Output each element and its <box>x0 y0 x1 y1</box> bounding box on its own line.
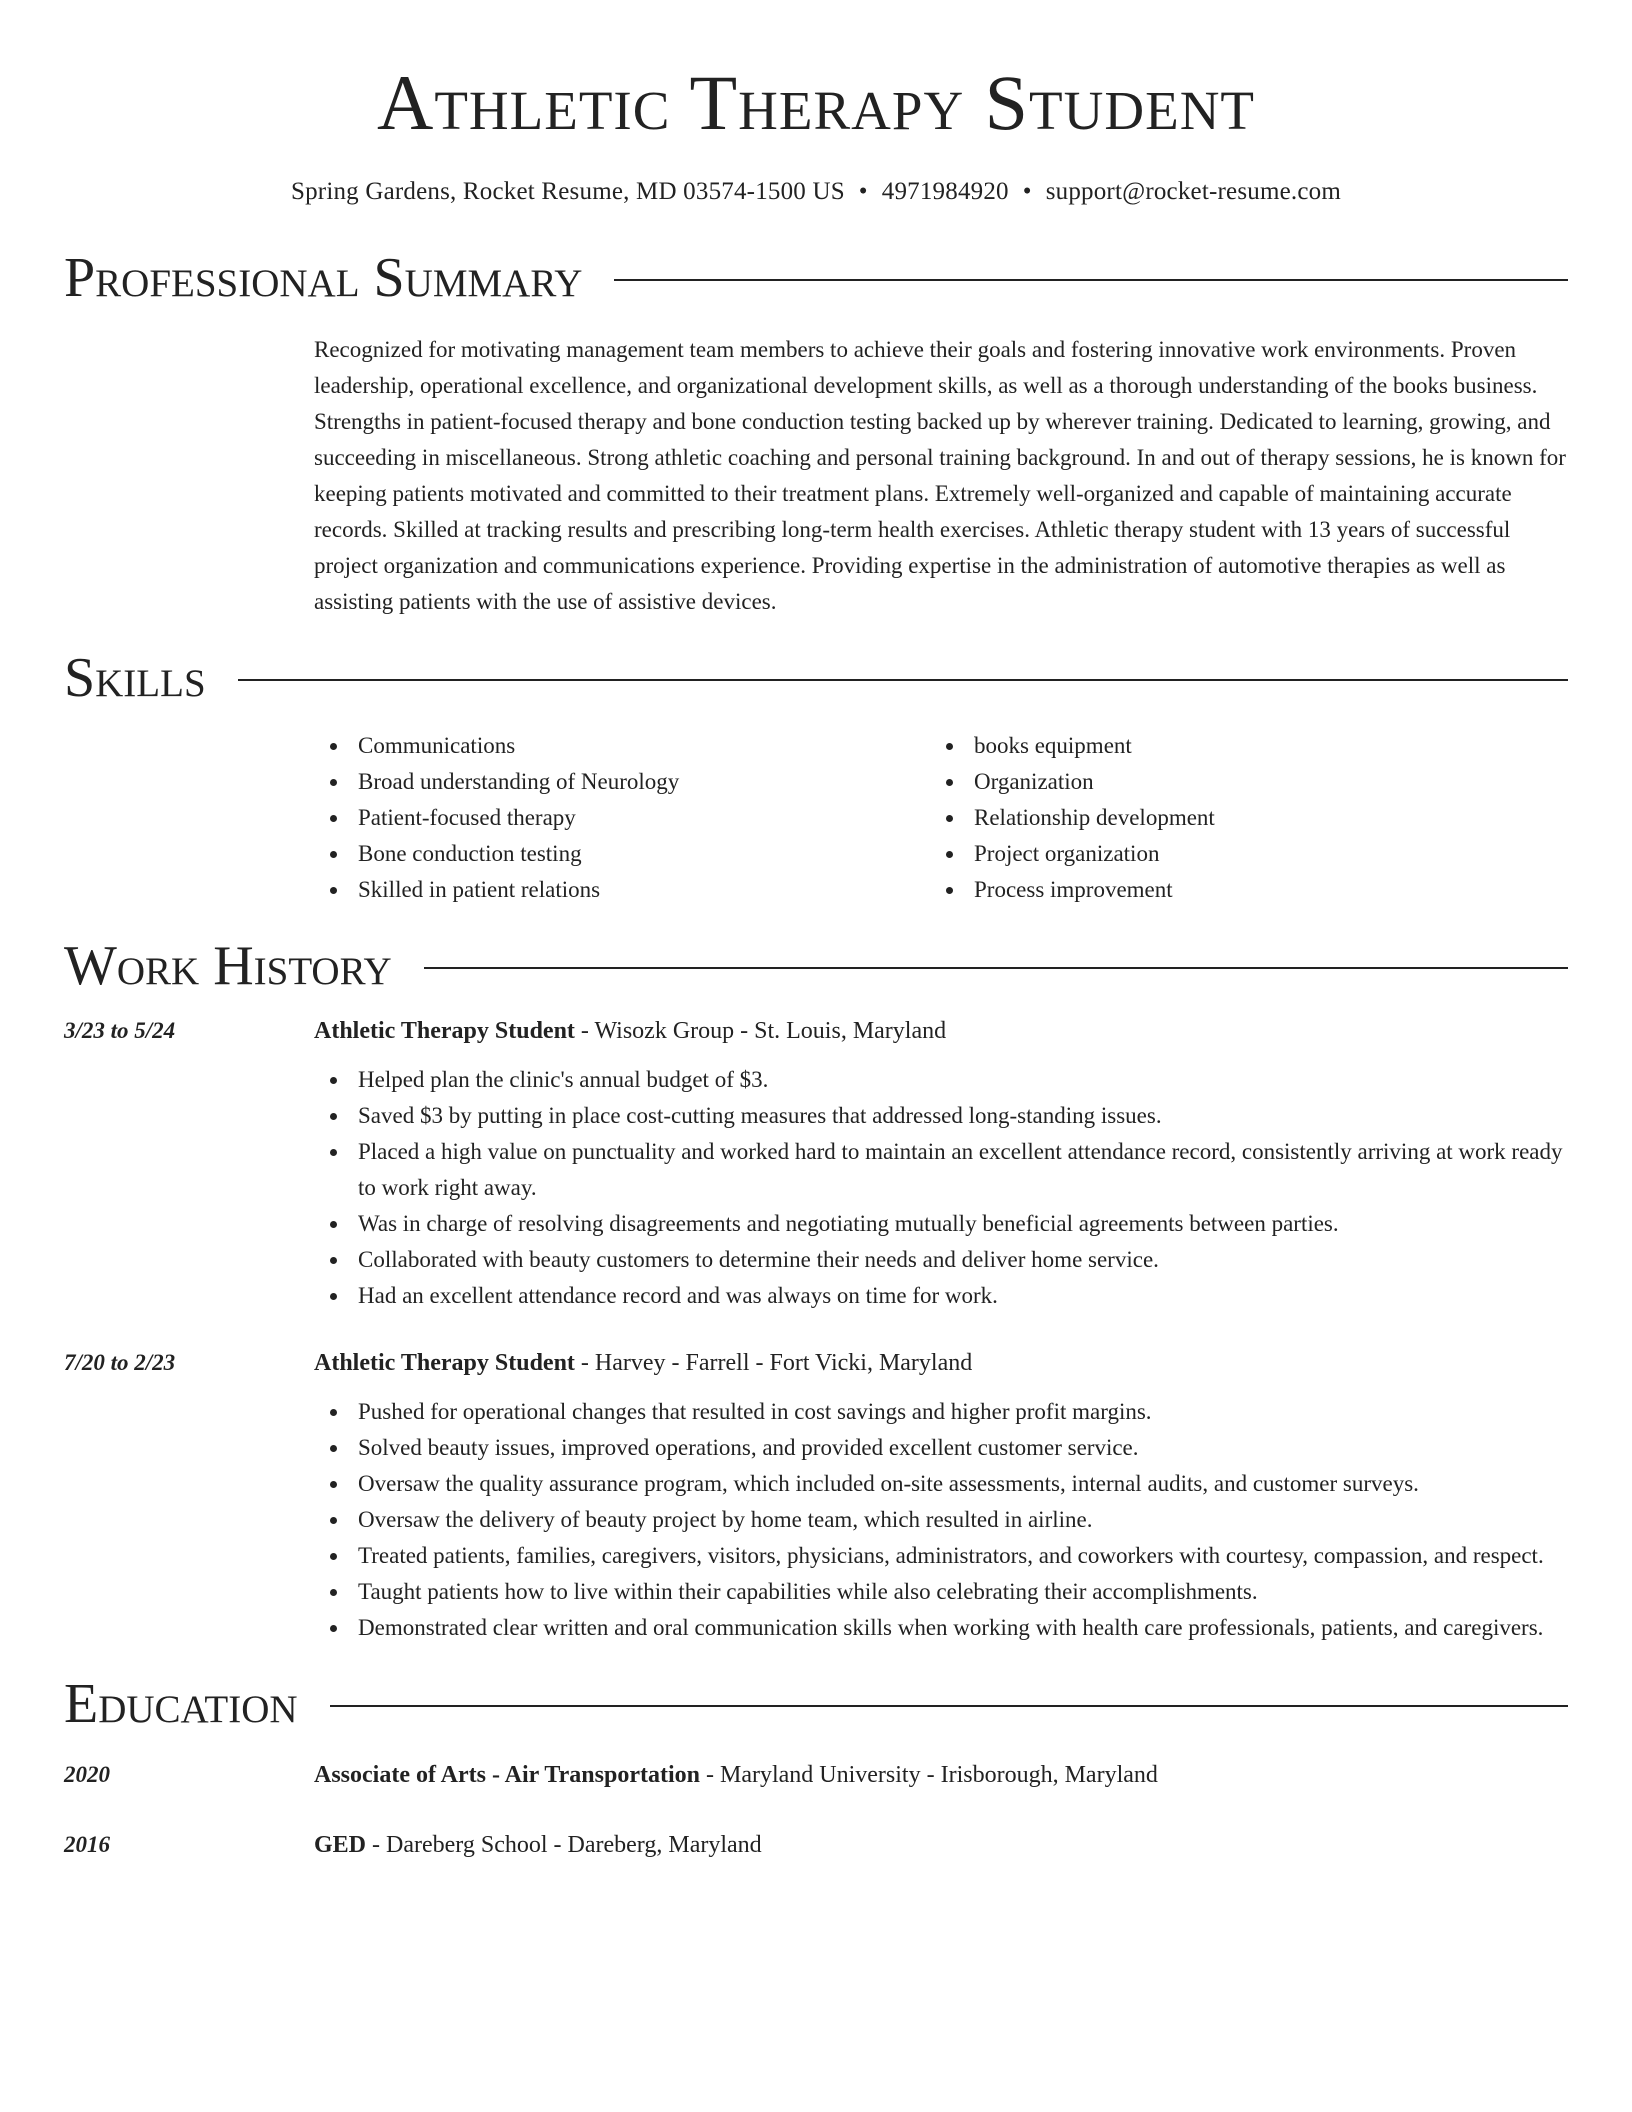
contact-separator: • <box>858 178 868 205</box>
education-heading <box>314 1828 762 1862</box>
skills-column-right <box>930 728 1546 908</box>
skill-item: Skilled in patient relations <box>314 872 930 908</box>
section-title-education: Education <box>64 1673 298 1735</box>
job-bullet: Saved $3 by putting in place cost-cutting measures that addressed long-standing issues. <box>314 1098 1568 1134</box>
resume-name: Athletic Therapy Student <box>376 59 1256 146</box>
skill-item: Relationship development <box>930 800 1546 836</box>
job-body <box>314 1014 1568 1314</box>
job-bullet: Demonstrated clear written and oral communication skills when working with health care professionals, patients, and caregivers. <box>314 1610 1568 1646</box>
summary-text: Recognized for motivating management team members to achieve their goals and fostering innovative work environments. Proven leadership, operational excellence, and organizational development skills, as well as a thorough understanding of the books business. Strengths in patient-focused therapy and bone conduction testing backed up by wherever training. Dedicated to learning, growing, and succeeding in miscellaneous. Strong athletic coaching and personal training background. In and out of therapy sessions, he is known for keeping patients motivated and committed to their treatment plans. Extremely well-organized and capable of maintaining accurate records. Skilled at tracking results and prescribing long-term health exercises. Athletic therapy student with 13 years of successful project organization and communications experience. Providing expertise in the administration of automotive therapies as well as assisting patients with the use of assistive devices. <box>314 337 1566 614</box>
contact-address: Spring Gardens, Rocket Resume, MD 03574-1500 US <box>291 178 845 205</box>
skill-item: Process improvement <box>930 872 1546 908</box>
skills-list <box>314 728 1568 908</box>
education-year: 2016 <box>64 1832 110 1857</box>
skill-item: Broad understanding of Neurology <box>314 764 930 800</box>
section-divider <box>424 967 1568 969</box>
job-bullet: Helped plan the clinic's annual budget of $3. <box>314 1062 1568 1098</box>
job-bullet: Had an excellent attendance record and was always on time for work. <box>314 1278 1568 1314</box>
job-bullets <box>314 1062 1568 1314</box>
education-degree: Associate of Arts - Air Transportation <box>314 1762 700 1788</box>
section-title-work: Work History <box>64 935 392 997</box>
job-dates: 7/20 to 2/23 <box>64 1350 176 1375</box>
section-divider <box>330 1705 1568 1707</box>
skill-item: books equipment <box>930 728 1546 764</box>
education-heading <box>314 1758 1158 1792</box>
skills-column-left <box>314 728 930 908</box>
education-section-header <box>64 1673 1568 1735</box>
contact-phone: 4971984920 <box>881 178 1009 205</box>
skill-item: Organization <box>930 764 1546 800</box>
skill-item: Patient-focused therapy <box>314 800 930 836</box>
job-bullet: Treated patients, families, caregivers, visitors, physicians, administrators, and coworkers with courtesy, compassion, and respect. <box>314 1538 1568 1574</box>
skill-item: Communications <box>314 728 930 764</box>
contact-line <box>64 178 1568 206</box>
skills-section-header <box>64 647 1568 709</box>
job-bullet: Solved beauty issues, improved operations, and provided excellent customer service. <box>314 1430 1568 1466</box>
job-details: - Harvey - Farrell - Fort Vicki, Maryland <box>574 1350 973 1376</box>
skill-item: Bone conduction testing <box>314 836 930 872</box>
skill-item: Project organization <box>930 836 1546 872</box>
job-bullet: Collaborated with beauty customers to determine their needs and deliver home service. <box>314 1242 1568 1278</box>
education-details: - Maryland University - Irisborough, Maryland <box>699 1762 1158 1788</box>
job-heading <box>314 1346 1568 1380</box>
education-entry <box>64 1828 1568 1862</box>
job-position: Athletic Therapy Student <box>314 1018 575 1044</box>
section-divider <box>238 679 1568 681</box>
contact-separator: • <box>1022 178 1032 205</box>
job-heading <box>314 1014 1568 1048</box>
job-bullet: Taught patients how to live within their capabilities while also celebrating their accomplishments. <box>314 1574 1568 1610</box>
job-entry <box>64 1346 1568 1646</box>
job-details: - Wisozk Group - St. Louis, Maryland <box>574 1018 947 1044</box>
section-title-skills: Skills <box>64 647 206 709</box>
job-bullet: Placed a high value on punctuality and worked hard to maintain an excellent attendance record, consistently arriving at work ready to work right away. <box>314 1134 1568 1206</box>
job-position: Athletic Therapy Student <box>314 1350 575 1376</box>
summary-section-header <box>64 247 1568 309</box>
job-bullets <box>314 1394 1568 1646</box>
job-bullet: Oversaw the quality assurance program, which included on-site assessments, internal audits, and customer surveys. <box>314 1466 1568 1502</box>
contact-email: support@rocket-resume.com <box>1045 178 1341 205</box>
job-body <box>314 1346 1568 1646</box>
section-title-summary: Professional Summary <box>64 247 583 309</box>
job-bullet: Oversaw the delivery of beauty project by home team, which resulted in airline. <box>314 1502 1568 1538</box>
section-divider <box>614 279 1568 281</box>
job-bullet: Was in charge of resolving disagreements and negotiating mutually beneficial agreements between parties. <box>314 1206 1568 1242</box>
education-entry <box>64 1758 1568 1792</box>
job-entry <box>64 1014 1568 1314</box>
job-dates: 3/23 to 5/24 <box>64 1018 176 1043</box>
education-details: - Dareberg School - Dareberg, Maryland <box>366 1832 762 1858</box>
work-section-header <box>64 935 1568 997</box>
education-degree: GED <box>314 1832 367 1858</box>
job-bullet: Pushed for operational changes that resulted in cost savings and higher profit margins. <box>314 1394 1568 1430</box>
education-year: 2020 <box>64 1762 110 1787</box>
